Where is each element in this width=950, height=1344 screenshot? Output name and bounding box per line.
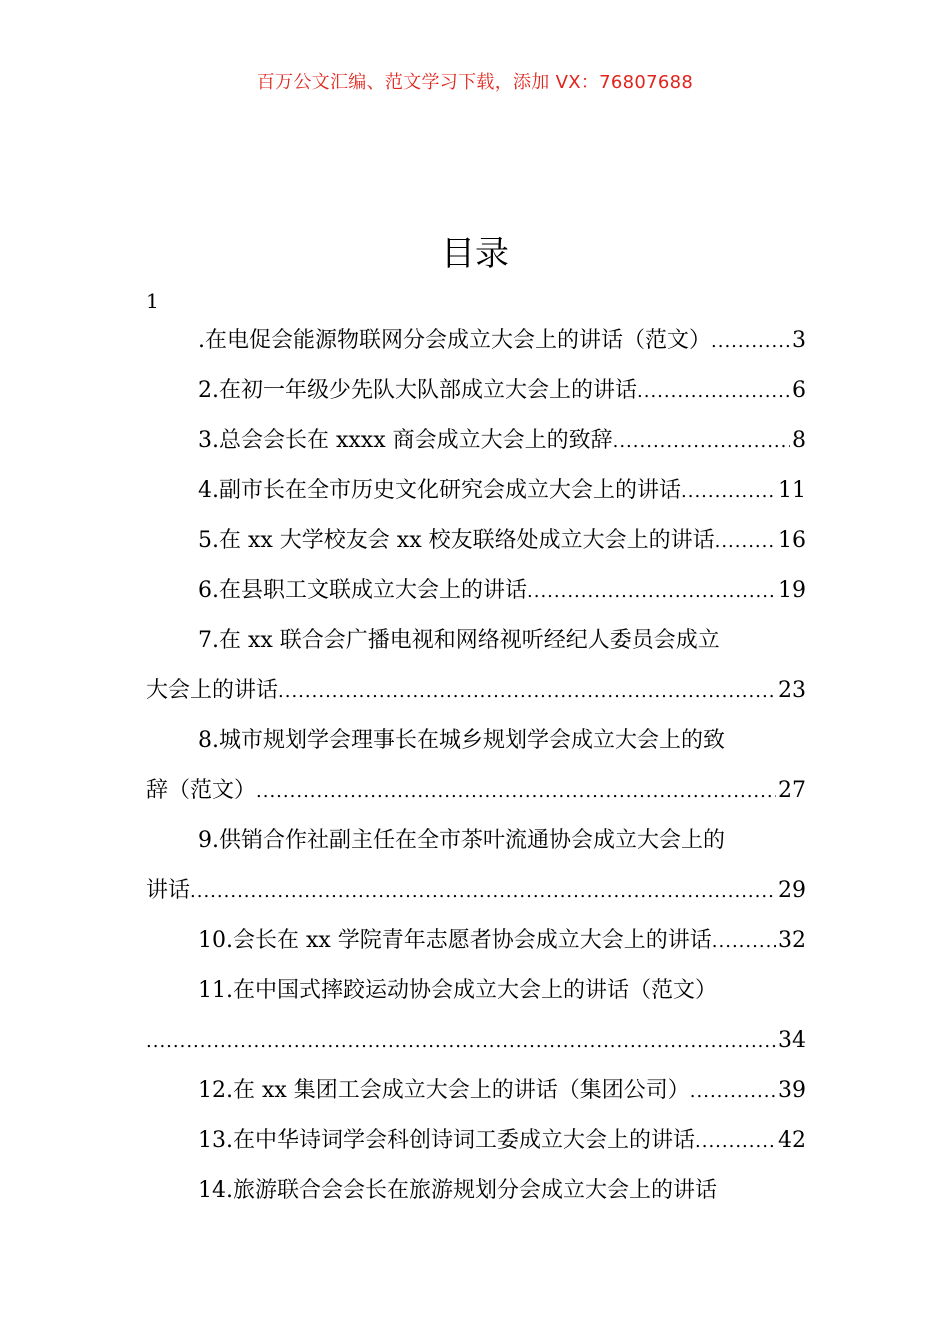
toc-entry-14[interactable] bbox=[146, 1166, 806, 1216]
toc-leader-dots bbox=[681, 467, 776, 516]
toc-entry-page: 34 bbox=[778, 1028, 806, 1053]
table-of-contents bbox=[146, 286, 806, 1216]
toc-leading-number: 1 bbox=[146, 289, 159, 313]
toc-entry-12[interactable] bbox=[146, 1066, 806, 1116]
toc-entry-page: 27 bbox=[778, 778, 806, 803]
toc-entry-text-line1: 7.在 xx 联合会广播电视和网络视听经纪人委员会成立 bbox=[198, 628, 720, 653]
toc-entry-text-line2: 讲话 bbox=[146, 878, 191, 903]
toc-leader-dots bbox=[256, 767, 776, 816]
toc-entry-4[interactable] bbox=[146, 466, 806, 516]
toc-leader-dots bbox=[695, 1117, 776, 1166]
toc-entry-page: 16 bbox=[778, 528, 806, 553]
toc-entry-page: 19 bbox=[778, 578, 806, 603]
toc-leader-dots bbox=[613, 417, 790, 466]
toc-entry-page: 6 bbox=[792, 378, 806, 403]
toc-entry-10[interactable] bbox=[146, 916, 806, 966]
toc-leader-dots bbox=[712, 917, 776, 966]
toc-entry-text: 6.在县职工文联成立大会上的讲话 bbox=[198, 578, 527, 603]
toc-leader-dots bbox=[527, 567, 776, 616]
toc-entry-text: 5.在 xx 大学校友会 xx 校友联络处成立大会上的讲话 bbox=[198, 528, 715, 553]
toc-leader-dots bbox=[711, 317, 790, 366]
toc-entry-text: 4.副市长在全市历史文化研究会成立大会上的讲话 bbox=[198, 478, 681, 503]
page-title: 目录 bbox=[441, 234, 509, 274]
toc-leader-dots bbox=[190, 867, 776, 916]
toc-entry-text: .在电促会能源物联网分会成立大会上的讲话（范文） bbox=[198, 328, 711, 353]
toc-entry-2[interactable] bbox=[146, 366, 806, 416]
toc-entry-page: 32 bbox=[778, 928, 806, 953]
watermark-header: 百万公文汇编、范文学习下载，添加 VX：76807688 bbox=[256, 72, 694, 93]
toc-entry-page: 39 bbox=[778, 1078, 806, 1103]
toc-entry-text: 2.在初一年级少先队大队部成立大会上的讲话 bbox=[198, 378, 637, 403]
toc-entry-page: 8 bbox=[792, 428, 806, 453]
toc-entry-text-line1: 11.在中国式摔跤运动协会成立大会上的讲话（范文） bbox=[198, 978, 717, 1003]
toc-entry-13[interactable] bbox=[146, 1116, 806, 1166]
toc-entry-page: 23 bbox=[778, 678, 806, 703]
toc-entry-6[interactable] bbox=[146, 566, 806, 616]
toc-entry-text: 13.在中华诗词学会科创诗词工委成立大会上的讲话 bbox=[198, 1128, 695, 1153]
toc-leader-dots bbox=[690, 1067, 776, 1116]
toc-leader-dots bbox=[146, 1017, 776, 1066]
toc-entry-page: 42 bbox=[778, 1128, 806, 1153]
toc-entry-7[interactable] bbox=[146, 616, 806, 716]
toc-entry-text-line1: 8.城市规划学会理事长在城乡规划学会成立大会上的致 bbox=[198, 728, 725, 753]
toc-entry-3[interactable] bbox=[146, 416, 806, 466]
toc-entry-text: 14.旅游联合会会长在旅游规划分会成立大会上的讲话 bbox=[198, 1178, 717, 1203]
toc-leader-dots bbox=[278, 667, 776, 716]
toc-entry-text-line1: 9.供销合作社副主任在全市茶叶流通协会成立大会上的 bbox=[198, 828, 725, 853]
toc-entry-page: 11 bbox=[778, 478, 806, 503]
toc-leader-dots bbox=[637, 367, 790, 416]
toc-entry-1[interactable] bbox=[146, 316, 806, 366]
toc-entry-text: 12.在 xx 集团工会成立大会上的讲话（集团公司） bbox=[198, 1078, 690, 1103]
toc-entry-5[interactable] bbox=[146, 516, 806, 566]
toc-entry-11[interactable] bbox=[146, 966, 806, 1066]
toc-entry-text-line2: 辞（范文） bbox=[146, 778, 257, 803]
toc-entry-text: 10.会长在 xx 学院青年志愿者协会成立大会上的讲话 bbox=[198, 928, 712, 953]
toc-entry-text-line2: 大会上的讲话 bbox=[146, 678, 279, 703]
toc-entry-8[interactable] bbox=[146, 716, 806, 816]
toc-entry-page: 3 bbox=[792, 328, 806, 353]
toc-entry-text: 3.总会会长在 xxxx 商会成立大会上的致辞 bbox=[198, 428, 613, 453]
toc-entry-9[interactable] bbox=[146, 816, 806, 916]
toc-entry-page: 29 bbox=[778, 878, 806, 903]
toc-leader-dots bbox=[715, 517, 776, 566]
